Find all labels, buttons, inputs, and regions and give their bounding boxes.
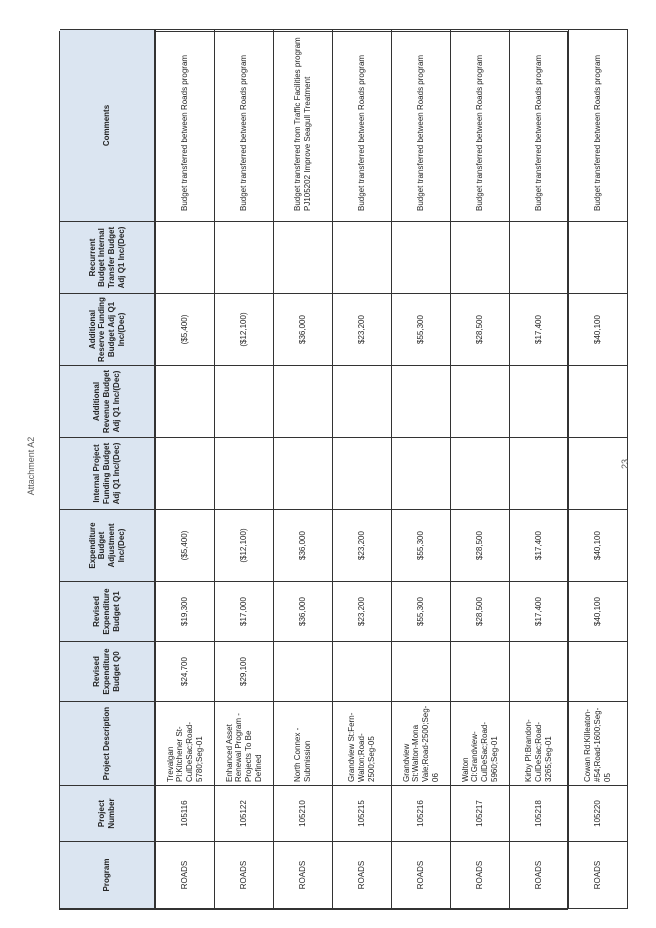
cell-internal-funding [451, 438, 510, 510]
header-reserve-adj: Additional Reserve Funding Budget Adj Q1 Inc/(Dec) [60, 294, 155, 366]
cell-project-number: 105210 [274, 786, 333, 842]
budget-adjustment-table [60, 29, 628, 909]
cell-revised-q1: $55,300 [392, 582, 451, 642]
cell-project-number: 105220 [569, 786, 628, 842]
cell-reserve: $40,100 [569, 294, 628, 366]
cell-project-number: 105116 [155, 786, 215, 842]
page-number: 23 [620, 458, 630, 470]
header-revenue-adj: Additional Revenue Budget Adj Q1 Inc/(Dec) [60, 366, 155, 438]
cell-program: ROADS [510, 842, 569, 909]
cell-reserve: $17,400 [510, 294, 569, 366]
cell-internal-funding [274, 438, 333, 510]
cell-revised-q0 [392, 642, 451, 702]
cell-recurrent [333, 222, 392, 294]
cell-internal-funding [333, 438, 392, 510]
table-header-row [60, 30, 155, 909]
cell-adjustment: $36,000 [274, 510, 333, 582]
cell-comments: Budget transferred between Roads program [392, 30, 451, 222]
cell-revised-q1: $17,400 [510, 582, 569, 642]
cell-revised-q0: $29,100 [215, 642, 274, 702]
cell-program: ROADS [392, 842, 451, 909]
cell-reserve: ($5,400) [155, 294, 215, 366]
cell-adjustment: $17,400 [510, 510, 569, 582]
cell-project-number: 105122 [215, 786, 274, 842]
cell-internal-funding [215, 438, 274, 510]
cell-description: Grandview St:Fern-Walton;Road-2500;Seg-05 [333, 702, 392, 786]
header-project-number: Project Number [60, 786, 155, 842]
cell-comments: Budget transferred between Roads program [569, 30, 628, 222]
cell-project-number: 105218 [510, 786, 569, 842]
cell-revenue [451, 366, 510, 438]
cell-recurrent [510, 222, 569, 294]
header-internal-funding-adj: Internal Project Funding Budget Adj Q1 Inc/(Dec) [60, 438, 155, 510]
cell-revised-q0: $24,700 [155, 642, 215, 702]
cell-reserve: $55,300 [392, 294, 451, 366]
cell-revenue [333, 366, 392, 438]
cell-project-number: 105216 [392, 786, 451, 842]
cell-program: ROADS [215, 842, 274, 909]
cell-adjustment: $23,200 [333, 510, 392, 582]
cell-description: Grandview St:Walton-Mona Vale;Road-2500;Seg-06 [392, 702, 451, 786]
cell-program: ROADS [333, 842, 392, 909]
cell-revised-q1: $23,200 [333, 582, 392, 642]
cell-recurrent [215, 222, 274, 294]
cell-comments: Budget transferred between Roads program [451, 30, 510, 222]
cell-revenue [215, 366, 274, 438]
header-comments: Comments [60, 30, 155, 222]
cell-revenue [392, 366, 451, 438]
cell-revised-q1: $36,000 [274, 582, 333, 642]
header-project-description: Project Description [60, 702, 155, 786]
cell-description: Trevalgan Pl:Kitchener St-CulDeSac;Road-5780;Seg-01 [155, 702, 215, 786]
cell-program: ROADS [569, 842, 628, 909]
cell-description: Walton Cl:Grandview-CulDeSac;Road-5960;Seg-01 [451, 702, 510, 786]
header-expenditure-adjustment: Expenditure Budget Adjustment Inc/(Dec) [60, 510, 155, 582]
cell-revised-q1: $19,300 [155, 582, 215, 642]
cell-adjustment: $28,500 [451, 510, 510, 582]
cell-internal-funding [392, 438, 451, 510]
cell-adjustment: $55,300 [392, 510, 451, 582]
table-row [569, 30, 628, 909]
cell-revenue [569, 366, 628, 438]
cell-comments: Budget transferred between Roads program [510, 30, 569, 222]
cell-program: ROADS [155, 842, 215, 909]
cell-revised-q1: $28,500 [451, 582, 510, 642]
table-row [274, 30, 333, 909]
attachment-label: Attachment A2 [26, 436, 36, 496]
cell-revised-q0 [510, 642, 569, 702]
cell-recurrent [274, 222, 333, 294]
cell-comments: Budget transferred from Traffic Facilities program PJ105202 Improve Seagull Treatment [274, 30, 333, 222]
header-recurrent-transfer-adj: Recurrent Budget Internal Transfer Budget Adj Q1 Inc/(Dec) [60, 222, 155, 294]
cell-program: ROADS [274, 842, 333, 909]
cell-internal-funding [155, 438, 215, 510]
cell-adjustment: $40,100 [569, 510, 628, 582]
cell-revised-q1: $17,000 [215, 582, 274, 642]
cell-revenue [274, 366, 333, 438]
cell-project-number: 105217 [451, 786, 510, 842]
cell-recurrent [155, 222, 215, 294]
table-row [392, 30, 451, 909]
cell-recurrent [392, 222, 451, 294]
cell-program: ROADS [451, 842, 510, 909]
cell-revised-q0 [451, 642, 510, 702]
cell-revenue [510, 366, 569, 438]
cell-adjustment: ($5,400) [155, 510, 215, 582]
header-revised-q0: Revised Expenditure Budget Q0 [60, 642, 155, 702]
table-row [510, 30, 569, 909]
header-program: Program [60, 842, 155, 909]
cell-revised-q0 [274, 642, 333, 702]
table-row [451, 30, 510, 909]
cell-comments: Budget transferred between Roads program [155, 30, 215, 222]
header-revised-q1: Revised Expenditure Budget Q1 [60, 582, 155, 642]
table-row [155, 30, 215, 909]
cell-description: Kirby Pl:Brandon-CulDeSac;Road-3265;Seg-01 [510, 702, 569, 786]
cell-reserve: ($12,100) [215, 294, 274, 366]
budget-table-frame [59, 31, 612, 910]
cell-revised-q0 [569, 642, 628, 702]
cell-reserve: $36,000 [274, 294, 333, 366]
cell-description: Enhanced Asset Renewal Program - Projects To Be Defined [215, 702, 274, 786]
cell-internal-funding [510, 438, 569, 510]
cell-recurrent [569, 222, 628, 294]
cell-comments: Budget transferred between Roads program [333, 30, 392, 222]
table-row [215, 30, 274, 909]
table-row [333, 30, 392, 909]
cell-revenue [155, 366, 215, 438]
cell-revised-q0 [333, 642, 392, 702]
cell-reserve: $28,500 [451, 294, 510, 366]
cell-recurrent [451, 222, 510, 294]
cell-adjustment: ($12,100) [215, 510, 274, 582]
cell-description: Cowan Rd:Killeaton-#54;Road-1600;Seg-05 [569, 702, 628, 786]
cell-comments: Budget transferred between Roads program [215, 30, 274, 222]
cell-internal-funding [569, 438, 628, 510]
cell-project-number: 105215 [333, 786, 392, 842]
cell-reserve: $23,200 [333, 294, 392, 366]
cell-revised-q1: $40,100 [569, 582, 628, 642]
cell-description: North Connex - Submission [274, 702, 333, 786]
